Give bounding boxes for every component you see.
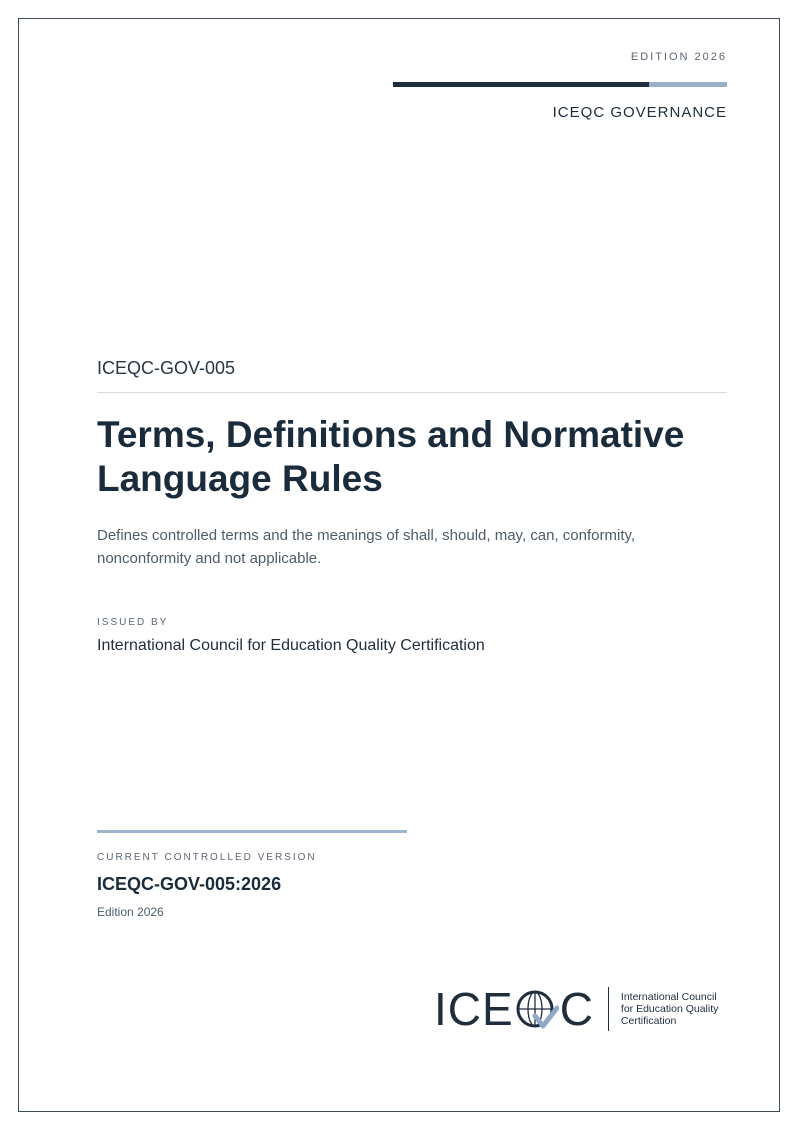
issuer-name: International Council for Education Quality Certification	[97, 637, 485, 654]
iceqc-logo	[434, 983, 731, 1035]
document-code: ICEQC-GOV-005	[97, 358, 236, 378]
document-subtitle: Defines controlled terms and the meanings of shall, should, may, can, conformity, nonconformity and not applicable.	[97, 527, 636, 567]
logo-letter-right: C	[559, 983, 594, 1035]
globe-check-icon	[515, 986, 559, 1032]
header-rule-light	[649, 82, 727, 87]
version-label: CURRENT CONTROLLED VERSION	[97, 852, 317, 863]
header-edition: EDITION 2026	[630, 51, 727, 63]
logo-letters-left: ICE	[434, 983, 514, 1035]
version-rule	[97, 830, 407, 833]
header-rule	[393, 82, 727, 87]
logo-divider	[608, 987, 609, 1031]
issued-by-label: ISSUED BY	[97, 617, 169, 628]
header-series: ICEQC GOVERNANCE	[552, 104, 727, 121]
header-rule-dark	[393, 82, 649, 87]
logo-wordmark	[434, 983, 594, 1035]
divider	[97, 392, 727, 393]
logo-organization-name: International Council for Education Quality Certification	[620, 991, 719, 1027]
page-title: Terms, Definitions and Normative Language Rules	[97, 414, 685, 499]
version-code: ICEQC-GOV-005:2026	[97, 874, 282, 894]
version-edition: Edition 2026	[97, 905, 164, 919]
